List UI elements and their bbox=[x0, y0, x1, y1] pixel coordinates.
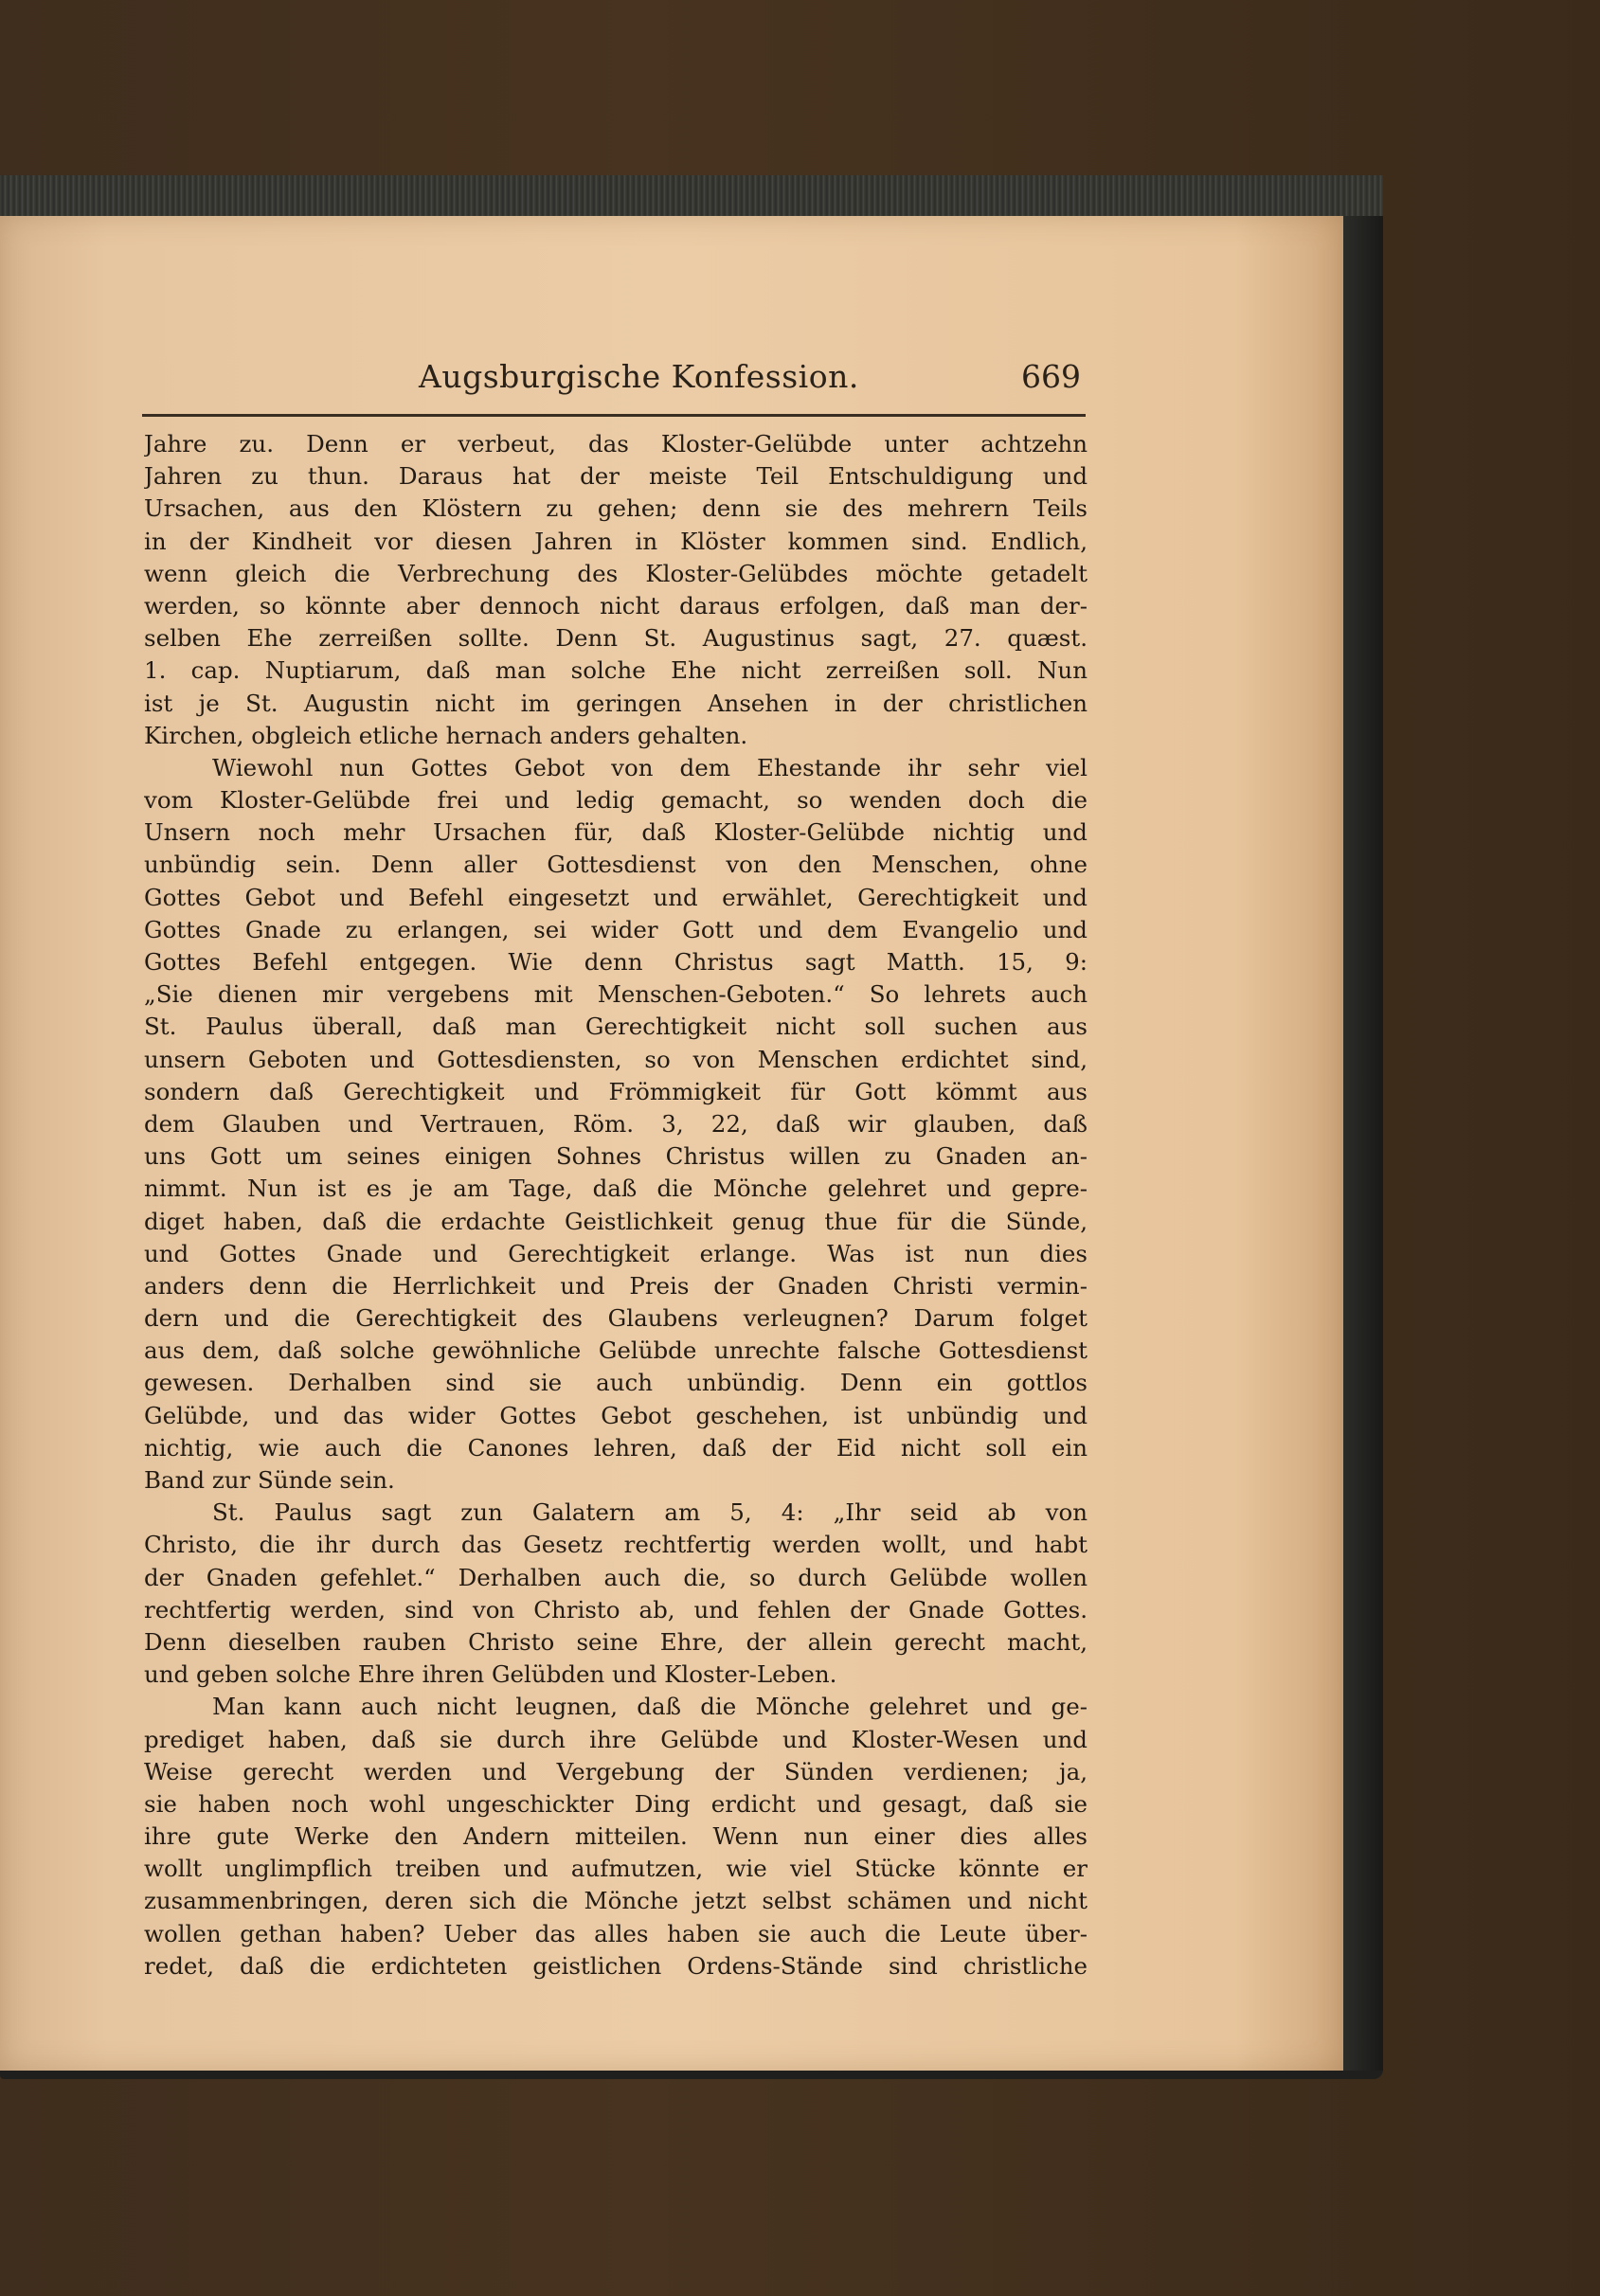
text-line: Jahre zu. Denn er verbeut, das Kloster-Gelübde unter achtzehn bbox=[144, 430, 1088, 457]
text-line: uns Gott um seines einigen Sohnes Christus willen zu Gnaden an- bbox=[144, 1142, 1088, 1171]
text-line: zusammenbringen, deren sich die Mönche jetzt selbst schämen und nicht bbox=[144, 1887, 1088, 1915]
text-line: ist je St. Augustin nicht im geringen Ansehen in der christlichen bbox=[144, 689, 1088, 717]
text-line: und geben solche Ehre ihren Gelübden und Kloster-Leben. bbox=[144, 1660, 837, 1689]
text-line: Gottes Gnade zu erlangen, sei wider Gott und dem Evangelio und bbox=[144, 915, 1088, 943]
text-line: Gelübde, und das wider Gottes Gebot geschehen, ist unbündig und bbox=[144, 1401, 1088, 1429]
text-line: unsern Geboten und Gottesdiensten, so von Menschen erdichtet sind, bbox=[144, 1045, 1088, 1073]
header-rule bbox=[142, 414, 1086, 417]
running-title: Augsburgische Konfession. bbox=[419, 358, 859, 395]
text-line: Gottes Gebot und Befehl eingesetzt und erwählet, Gerechtigkeit und bbox=[144, 883, 1088, 911]
text-line: und Gottes Gnade und Gerechtigkeit erlange. Was ist nun dies bbox=[144, 1239, 1088, 1267]
text-line: sondern daß Gerechtigkeit und Frömmigkeit für Gott kömmt aus bbox=[144, 1077, 1088, 1105]
page-number: 669 bbox=[1021, 358, 1081, 395]
text-line: wollen gethan haben? Ueber das alles haben sie auch die Leute über- bbox=[144, 1919, 1088, 1947]
text-line: aus dem, daß solche gewöhnliche Gelübde unrechte falsche Gottesdienst bbox=[144, 1336, 1088, 1365]
text-line: Kirchen, obgleich etliche hernach anders gehalten. bbox=[144, 721, 748, 749]
text-line: Unsern noch mehr Ursachen für, daß Kloster-Gelübde nichtig und bbox=[144, 818, 1088, 847]
text-line: Christo, die ihr durch das Gesetz rechtfertig werden wollt, und habt bbox=[144, 1531, 1088, 1559]
text-line: 1. cap. Nuptiarum, daß man solche Ehe nicht zerreißen soll. Nun bbox=[144, 656, 1088, 685]
text-line: Ursachen, aus den Klöstern zu gehen; denn sie des mehrern Teils bbox=[144, 494, 1088, 523]
text-line: vom Kloster-Gelübde frei und ledig gemacht, so wenden doch die bbox=[144, 786, 1088, 815]
text-line: Jahren zu thun. Daraus hat der meiste Teil Entschuldigung und bbox=[144, 462, 1088, 491]
text-line: Denn dieselben rauben Christo seine Ehre, der allein gerecht macht, bbox=[144, 1627, 1088, 1656]
text-line: selben Ehe zerreißen sollte. Denn St. Augustinus sagt, 27. quæst. bbox=[144, 624, 1088, 653]
text-line: Man kann auch nicht leugnen, daß die Mönche gelehret und ge- bbox=[212, 1693, 1088, 1721]
text-line: Band zur Sünde sein. bbox=[144, 1466, 395, 1494]
text-line: nichtig, wie auch die Canones lehren, daß der Eid nicht soll ein bbox=[144, 1433, 1088, 1462]
text-line: wollt unglimpflich treiben und aufmutzen, wie viel Stücke könnte er bbox=[144, 1855, 1088, 1883]
text-line: St. Paulus überall, daß man Gerechtigkeit nicht soll suchen aus bbox=[144, 1013, 1088, 1041]
text-line: dern und die Gerechtigkeit des Glaubens verleugnen? Darum folget bbox=[144, 1304, 1088, 1333]
text-line: unbündig sein. Denn aller Gottesdienst von den Menschen, ohne bbox=[144, 851, 1088, 879]
text-line: der Gnaden gefehlet.“ Derhalben auch die, so durch Gelübde wollen bbox=[144, 1563, 1088, 1591]
text-line: prediget haben, daß sie durch ihre Gelübde und Kloster-Wesen und bbox=[144, 1725, 1088, 1753]
text-line: St. Paulus sagt zun Galatern am 5, 4: „Ihr seid ab von bbox=[212, 1498, 1088, 1527]
text-line: wenn gleich die Verbrechung des Kloster-Gelübdes möchte getadelt bbox=[144, 559, 1088, 587]
text-line: „Sie dienen mir vergebens mit Menschen-Geboten.“ So lehrets auch bbox=[144, 980, 1088, 1009]
text-line: werden, so könnte aber dennoch nicht daraus erfolgen, daß man der- bbox=[144, 591, 1088, 619]
text-line: Weise gerecht werden und Vergebung der Sünden verdienen; ja, bbox=[144, 1757, 1088, 1785]
text-line: diget haben, daß die erdachte Geistlichkeit genug thue für die Sünde, bbox=[144, 1207, 1088, 1235]
text-line: redet, daß die erdichteten geistlichen Ordens-Stände sind christliche bbox=[144, 1951, 1088, 1980]
page-header bbox=[0, 358, 1343, 415]
text-line: gewesen. Derhalben sind sie auch unbündig. Denn ein gottlos bbox=[144, 1369, 1088, 1397]
text-line: ihre gute Werke den Andern mitteilen. Wenn nun einer dies alles bbox=[144, 1822, 1088, 1851]
text-line: sie haben noch wohl ungeschickter Ding erdicht und gesagt, daß sie bbox=[144, 1789, 1088, 1818]
text-line: Wiewohl nun Gottes Gebot von dem Ehestande ihr sehr viel bbox=[212, 753, 1088, 781]
book-cover-edge bbox=[1343, 216, 1383, 2071]
text-line: nimmt. Nun ist es je am Tage, daß die Mönche gelehret und gepre- bbox=[144, 1175, 1088, 1203]
text-line: in der Kindheit vor diesen Jahren in Klöster kommen sind. Endlich, bbox=[144, 527, 1088, 555]
text-line: rechtfertig werden, sind von Christo ab, und fehlen der Gnade Gottes. bbox=[144, 1595, 1088, 1623]
body-text bbox=[144, 428, 1088, 1982]
text-line: dem Glauben und Vertrauen, Röm. 3, 22, daß wir glauben, daß bbox=[144, 1109, 1088, 1138]
text-line: anders denn die Herrlichkeit und Preis der Gnaden Christi vermin- bbox=[144, 1271, 1088, 1300]
text-line: Gottes Befehl entgegen. Wie denn Christus sagt Matth. 15, 9: bbox=[144, 948, 1088, 976]
